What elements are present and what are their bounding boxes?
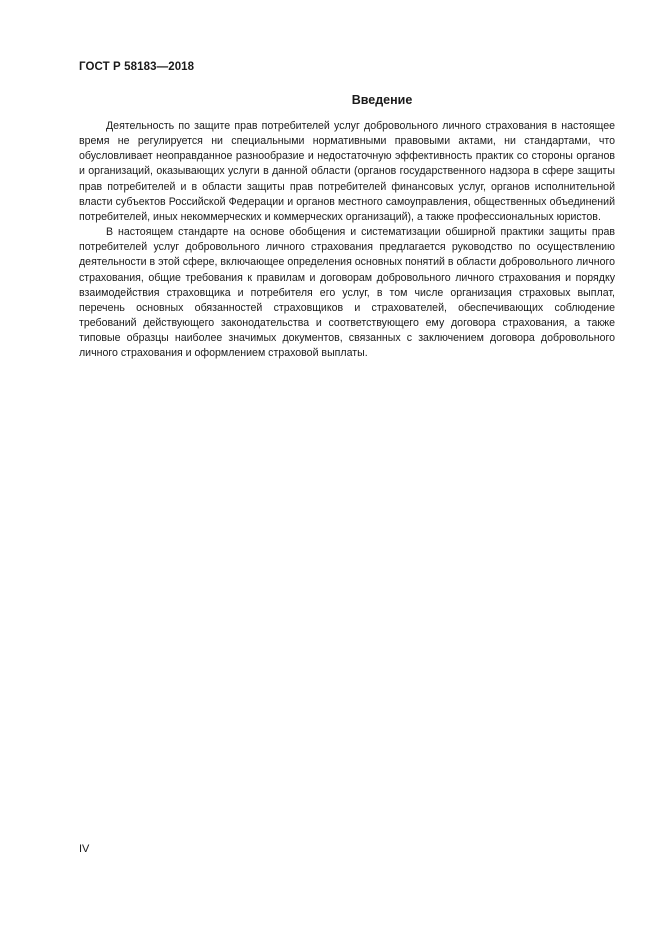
page-number: IV [79,843,90,855]
standard-designation: ГОСТ Р 58183—2018 [79,61,195,73]
paragraph: В настоящем стандарте на основе обобщения и систематизации обширной практики защиты прав потребителей услуг добровольного личного страхования предлагается руководство по осуществлению деятельности в этой сфере, включающее определения основных понятий в области добровольного личного страхования, общие требования к правилам и договорам добровольного личного страхования и порядку взаимодействия страховщика и потребителя его услуг, в том числе организация страховых выплат, перечень основных обязанностей страховщиков и страхователей, обеспечивающих соблюдение требований действующего законодательства и соответствующего ему договора страхования, а также типовые образцы наиболее значимых документов, связанных с заключением договора добровольного личного страхования и оформлением страховой выплаты. [79,226,615,360]
introduction-body [79,119,615,362]
paragraph: Деятельность по защите прав потребителей услуг добровольного личного страхования в настоящее время не регулируется ни специальными нормативными правовыми актами, ни стандартами, что обусловливает неоправданное разнообразие и недостаточную эффективность практик со стороны органов и организаций, оказывающих услуги в данной области (органов государственного надзора в сфере защиты прав потребителей и в области защиты прав потребителей финансовых услуг, органов исполнительной власти субъектов Российской Федерации и органов местного самоуправления, общественных объединений потребителей, иных некоммерческих и коммерческих организаций), а также профессиональных юристов. [79,120,615,223]
section-title: Введение [351,93,413,107]
